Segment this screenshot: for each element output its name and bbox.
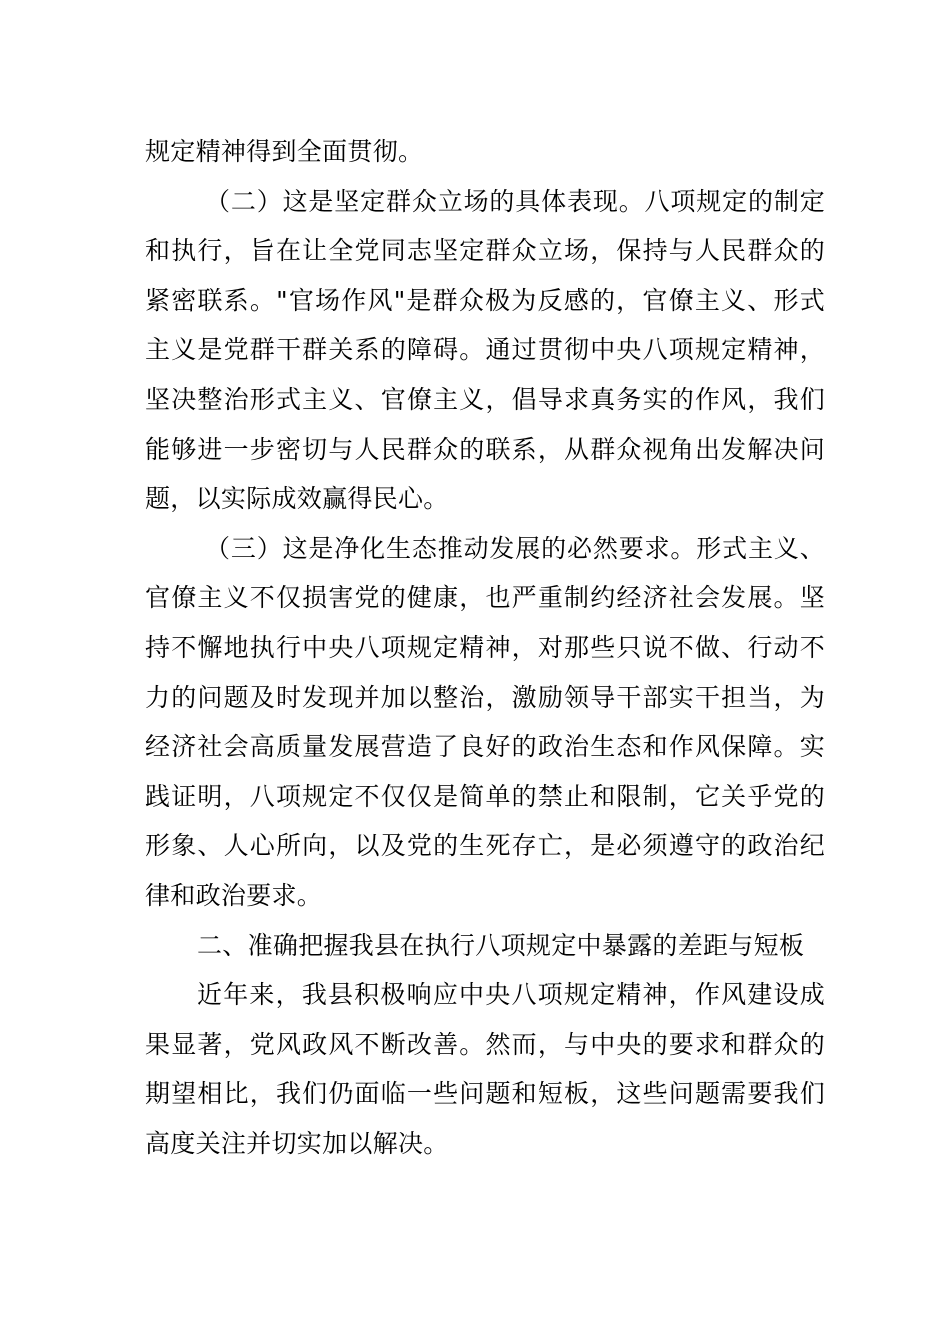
- paragraph-section-two: （二）这是坚定群众立场的具体表现。八项规定的制定和执行，旨在让全党同志坚定群众立场，保持与人民群众的紧密联系。"官场作风"是群众极为反感的，官僚主义、形式主义是党群干群关系的障碍。通过贯彻中央八项规定精神，坚决整治形式主义、官僚主义，倡导求真务实的作风，我们能够进一步密切与人民群众的联系，从群众视角出发解决问题，以实际成效赢得民心。: [145, 186, 825, 514]
- paragraph-section-three: （三）这是净化生态推动发展的必然要求。形式主义、官僚主义不仅损害党的健康，也严重制约经济社会发展。坚持不懈地执行中央八项规定精神，对那些只说不做、行动不力的问题及时发现并加以整治，激励领导干部实干担当，为经济社会高质量发展营造了良好的政治生态和作风保障。实践证明，八项规定不仅仅是简单的禁止和限制，它关乎党的形象、人心所向，以及党的生死存亡，是必须遵守的政治纪律和政治要求。: [145, 533, 825, 910]
- document-body: [145, 127, 825, 1168]
- paragraph-continuation: 规定精神得到全面贯彻。: [145, 137, 424, 166]
- paragraph-recent-years: 近年来，我县积极响应中央八项规定精神，作风建设成果显著，党风政风不断改善。然而，与中央的要求和群众的期望相比，我们仍面临一些问题和短板，这些问题需要我们高度关注并切实加以解决。: [145, 980, 825, 1158]
- section-heading-two: 二、准确把握我县在执行八项规定中暴露的差距与短板: [197, 930, 805, 960]
